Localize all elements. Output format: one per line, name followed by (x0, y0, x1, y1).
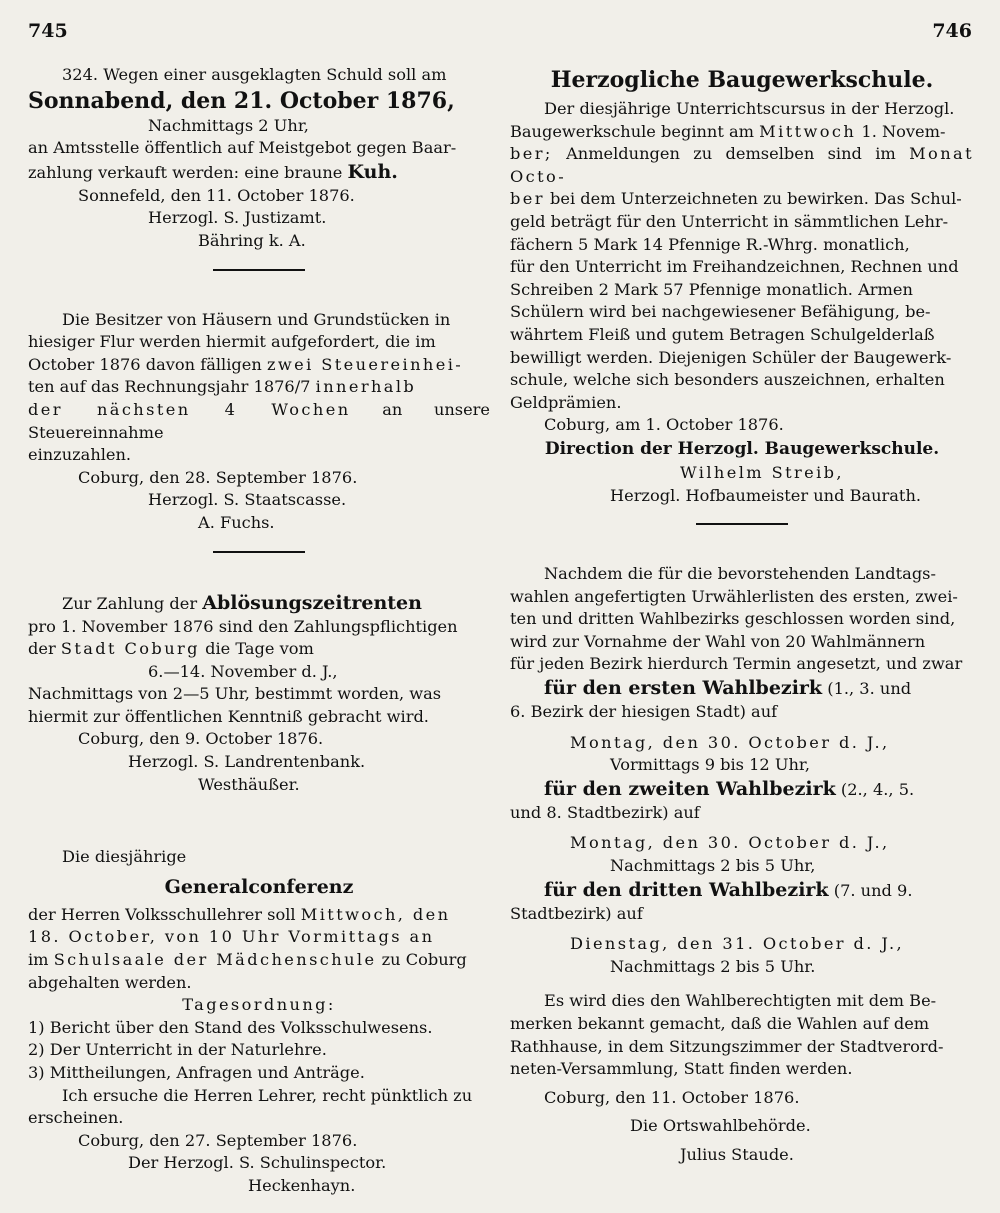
text-span: im (28, 950, 49, 970)
left-column (28, 64, 490, 1198)
text-line: 6.—14. November d. J., (148, 661, 338, 681)
election-date: Montag, den 30. October d. J., (570, 833, 890, 853)
place-date: Sonnefeld, den 11. October 1876. (78, 185, 355, 205)
text-span: die Tage vom (205, 639, 314, 659)
text-line: Die Besitzer von Häusern und Grundstücken in (62, 309, 451, 329)
text-spaced: der nächsten 4 Wochen (28, 399, 351, 419)
text-spaced: Schulsaale der Mädchenschule (53, 950, 377, 970)
text-span: der Herren Volksschullehrer soll (28, 904, 296, 924)
place-date: Coburg, den 11. October 1876. (544, 1087, 800, 1107)
notice-conference (28, 846, 490, 1197)
page-number-left: 745 (28, 20, 68, 42)
agenda-item: 3) Mittheilungen, Anfragen und Anträge. (28, 1063, 365, 1082)
issuing-office: Herzogl. S. Staatscasse. (148, 490, 347, 510)
issuing-office: Herzogl. S. Justizamt. (148, 208, 327, 228)
text-line: Stadtbezirk) auf (510, 903, 643, 923)
text-line: für den Unterricht im Freihandzeichnen, Rechnen und (510, 257, 959, 277)
text-span: Anmeldungen zu demselben sind im (566, 144, 896, 164)
text-spaced: Mittwoch, den (300, 904, 451, 924)
text-line: wahlen angefertigten Urwählerlisten des ersten, zwei- (510, 586, 958, 606)
agenda-item: 1) Bericht über den Stand des Volksschulwesens. (28, 1017, 433, 1037)
text-span: Zur Zahlung der (62, 593, 198, 613)
text-span: (2., 4., 5. (840, 779, 915, 799)
text-line: abgehalten werden. (28, 972, 192, 992)
text-spaced: innerhalb (315, 377, 417, 397)
notice-rent (28, 591, 490, 797)
text-line: und 8. Stadtbezirk) auf (510, 802, 700, 822)
text-span: Baugewerkschule beginnt am (510, 121, 755, 141)
text-line: Ich ersuche die Herren Lehrer, recht pünktlich zu (62, 1085, 473, 1105)
text-line: Geldprämien. (510, 392, 622, 412)
signature: Julius Staude. (680, 1144, 794, 1164)
text-line (28, 591, 490, 616)
auction-date-heading: Sonnabend, den 21. October 1876, (28, 87, 455, 114)
text-line: schule, welche sich besonders auszeichnen, erhalten (510, 370, 945, 390)
text-span: bei dem Unterzeichneten zu bewirken. Das Schul- (550, 189, 962, 209)
text-spaced: Stadt Coburg (60, 639, 200, 659)
place-date: Coburg, den 27. September 1876. (78, 1130, 358, 1150)
text-spaced: Monat Octo- (510, 144, 974, 186)
text-line (28, 949, 490, 972)
text-line: ten und dritten Wahlbezirks geschlossen worden sind, (510, 609, 956, 629)
text-line: merken bekannt gemacht, daß die Wahlen auf dem (510, 1014, 930, 1033)
agenda-title: Tagesordnung: (182, 995, 336, 1015)
notice-building-school (510, 66, 974, 507)
divider-rule (696, 523, 788, 525)
text-line: währtem Fleiß und gutem Betragen Schulgelderlaß (510, 324, 935, 344)
election-time: Nachmittags 2 bis 5 Uhr. (610, 956, 816, 976)
district-title: für den zweiten Wahlbezirk (544, 777, 836, 800)
text-span: zahlung verkauft werden: eine braune (28, 162, 343, 182)
text-line (28, 904, 490, 927)
text-line: für jeden Bezirk hierdurch Termin angesetzt, und zwar (510, 654, 963, 674)
text-line (510, 143, 974, 188)
text-line (28, 638, 490, 661)
district-title: für den dritten Wahlbezirk (544, 878, 829, 901)
election-date: Montag, den 30. October d. J., (570, 732, 890, 752)
notice-election (510, 563, 974, 1166)
text-spaced: Mittwoch (759, 121, 857, 141)
text-line: 18. October, von 10 Uhr Vormittags an (28, 927, 435, 947)
text-span: (7. und 9. (833, 880, 913, 900)
text-line: erscheinen. (28, 1108, 124, 1128)
text-line: Die diesjährige (62, 847, 187, 867)
text-span: (1., 3. und (827, 679, 912, 699)
spacer (28, 796, 490, 846)
text-line: an Amtsstelle öffentlich auf Meistgebot gegen Baar- (28, 138, 457, 158)
text-spaced: zwei Steuereinhei- (266, 354, 464, 374)
text-span: zu Coburg (381, 950, 467, 970)
signature: Westhäußer. (198, 774, 300, 794)
text-line: 6. Bezirk der hiesigen Stadt) auf (510, 702, 778, 722)
signature: A. Fuchs. (198, 512, 275, 532)
text-line: Rathhause, in dem Sitzungszimmer der Stadtverord- (510, 1036, 944, 1056)
spacer (28, 289, 490, 309)
text-line (28, 160, 490, 185)
text-line: Es wird dies den Wahlberechtigten mit dem Be- (544, 991, 937, 1011)
text-line: Schreiben 2 Mark 57 Pfennige monatlich. Armen (510, 279, 913, 299)
text-line: Der diesjährige Unterrichtscursus in der Herzogl. (544, 99, 955, 118)
text-spaced: ber; (510, 144, 553, 164)
text-line: Nachmittags 2 Uhr, (148, 115, 309, 135)
signature: Wilhelm Streib, (680, 462, 844, 482)
page-number-right: 746 (932, 20, 972, 42)
text-line: neten-Versammlung, Statt finden werden. (510, 1059, 853, 1079)
text-line (28, 399, 490, 444)
text-span: 1. Novem- (861, 121, 946, 141)
divider-rule (213, 269, 305, 271)
text-line (28, 354, 490, 377)
spacer (28, 571, 490, 591)
text-emphasis: Kuh. (347, 160, 398, 183)
text-line (28, 376, 490, 399)
district-heading (510, 878, 974, 903)
place-date: Coburg, den 9. October 1876. (78, 729, 324, 749)
text-line: hiesiger Flur werden hiermit aufgefordert, die im (28, 332, 436, 352)
signature: Bähring k. A. (198, 230, 306, 250)
school-title: Herzogliche Baugewerkschule. (550, 67, 934, 93)
text-line: fächern 5 Mark 14 Pfennige R.-Whrg. monatlich, (510, 234, 910, 254)
election-time: Nachmittags 2 bis 5 Uhr, (610, 856, 816, 876)
text-line (510, 121, 974, 144)
district-title: für den ersten Wahlbezirk (544, 677, 823, 700)
notice-tax (28, 309, 490, 535)
issuing-office: Direction der Herzogl. Baugewerkschule. (544, 438, 940, 459)
text-line: bewilligt werden. Diejenigen Schüler der Baugewerk- (510, 347, 952, 367)
text-line (510, 188, 974, 211)
notice-auction (28, 64, 490, 253)
district-heading (510, 777, 974, 802)
text-line: wird zur Vornahme der Wahl von 20 Wahlmännern (510, 631, 926, 651)
text-line: Schülern wird bei nachgewiesener Befähigung, be- (510, 302, 931, 322)
text-emphasis: Ablösungszeitrenten (202, 591, 422, 614)
spacer (510, 543, 974, 563)
text-line: einzuzahlen. (28, 445, 132, 465)
election-time: Vormittags 9 bis 12 Uhr, (610, 755, 811, 775)
text-span: an unsere Steuereinnahme (28, 399, 490, 442)
district-heading (510, 676, 974, 701)
signature: Heckenhayn. (248, 1175, 356, 1195)
signature-title: Herzogl. Hofbaumeister und Baurath. (610, 485, 922, 505)
text-line: hiermit zur öffentlichen Kenntniß gebracht wird. (28, 706, 429, 726)
issuing-office: Der Herzogl. S. Schulinspector. (128, 1153, 387, 1173)
place-date: Coburg, am 1. October 1876. (544, 415, 784, 435)
conference-title: Generalconferenz (164, 875, 354, 898)
right-column (510, 64, 974, 1167)
place-date: Coburg, den 28. September 1876. (78, 467, 358, 487)
text-line: pro 1. November 1876 sind den Zahlungspflichtigen (28, 616, 458, 636)
issuing-office: Herzogl. S. Landrentenbank. (128, 752, 366, 772)
divider-rule (213, 551, 305, 553)
text-span: October 1876 davon fälligen (28, 354, 262, 374)
text-line: Nachmittags von 2—5 Uhr, bestimmt worden, was (28, 684, 442, 704)
text-line: geld beträgt für den Unterricht in sämmtlichen Lehr- (510, 211, 949, 231)
election-date: Dienstag, den 31. October d. J., (570, 934, 905, 954)
agenda-item: 2) Der Unterricht in der Naturlehre. (28, 1040, 327, 1060)
text-spaced: ber (510, 189, 545, 209)
text-line: Nachdem die für die bevorstehenden Landtags- (544, 564, 936, 584)
text-line: 324. Wegen einer ausgeklagten Schuld soll am (62, 65, 447, 84)
issuing-office: Die Ortswahlbehörde. (630, 1116, 811, 1136)
text-span: ten auf das Rechnungsjahr 1876/7 (28, 377, 311, 397)
text-span: der (28, 639, 56, 659)
